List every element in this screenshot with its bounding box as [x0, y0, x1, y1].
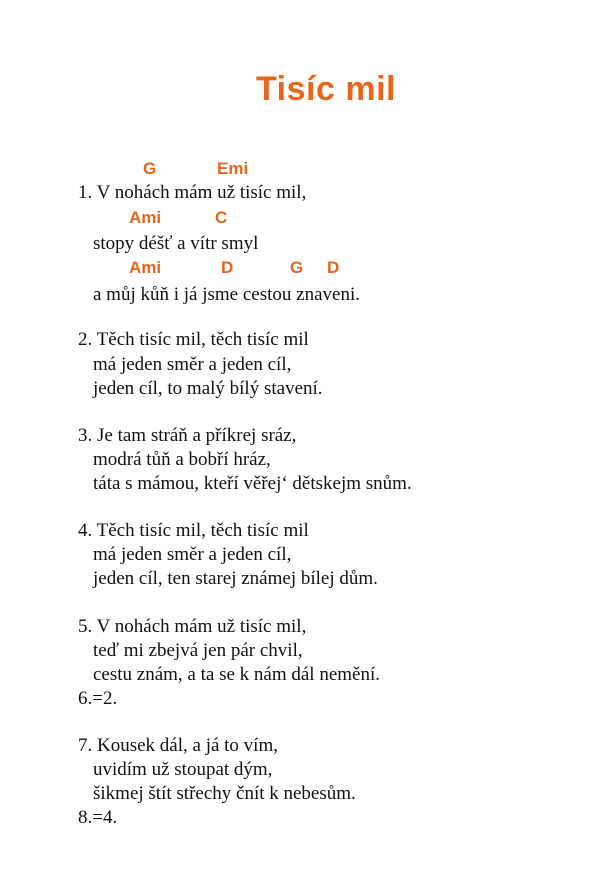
verse-5-line-1: 5. V nohách mám už tisíc mil,: [78, 616, 307, 637]
chord-d: D: [327, 258, 340, 277]
verse-3-line-2: modrá tůň a bobří hráz,: [93, 449, 271, 470]
song-title: Tisíc mil: [256, 70, 396, 108]
verse-4-line-2: má jeden směr a jeden cíl,: [93, 544, 292, 565]
chord-ami: Ami: [129, 208, 162, 227]
verse-2-line-1: 2. Těch tisíc mil, těch tisíc mil: [78, 329, 309, 350]
verse-7-line-3: šikmej štít střechy čnít k nebesům.: [93, 783, 356, 804]
chord-g: G: [290, 258, 304, 277]
verse-3-line-3: táta s mámou, kteří věřej‘ dětskejm snům.: [93, 473, 412, 494]
verse-1-line-3: a můj kůň i já jsme cestou znaveni.: [93, 284, 360, 305]
verse-8-repeat: 8.=4.: [78, 807, 118, 828]
verse-4-line-1: 4. Těch tisíc mil, těch tisíc mil: [78, 520, 309, 541]
verse-4-line-3: jeden cíl, ten starej známej bílej dům.: [93, 568, 378, 589]
chord-emi: Emi: [217, 159, 249, 178]
verse-6-repeat: 6.=2.: [78, 688, 118, 709]
chord-c: C: [215, 208, 228, 227]
chord-ami: Ami: [129, 258, 162, 277]
chord-g: G: [143, 159, 157, 178]
verse-7-line-1: 7. Kousek dál, a já to vím,: [78, 735, 278, 756]
verse-1-line-2: stopy déšť a vítr smyl: [93, 233, 259, 254]
verse-3-line-1: 3. Je tam stráň a příkrej sráz,: [78, 425, 297, 446]
verse-5-line-3: cestu znám, a ta se k nám dál nemění.: [93, 664, 381, 685]
verse-2-line-2: má jeden směr a jeden cíl,: [93, 354, 292, 375]
chord-d: D: [221, 258, 234, 277]
verse-5-line-2: teď mi zbejvá jen pár chvil,: [93, 640, 303, 661]
verse-2-line-3: jeden cíl, to malý bílý stavení.: [93, 378, 323, 399]
verse-1-line-1: 1. V nohách mám už tisíc mil,: [78, 182, 307, 203]
verse-7-line-2: uvidím už stoupat dým,: [93, 759, 273, 780]
